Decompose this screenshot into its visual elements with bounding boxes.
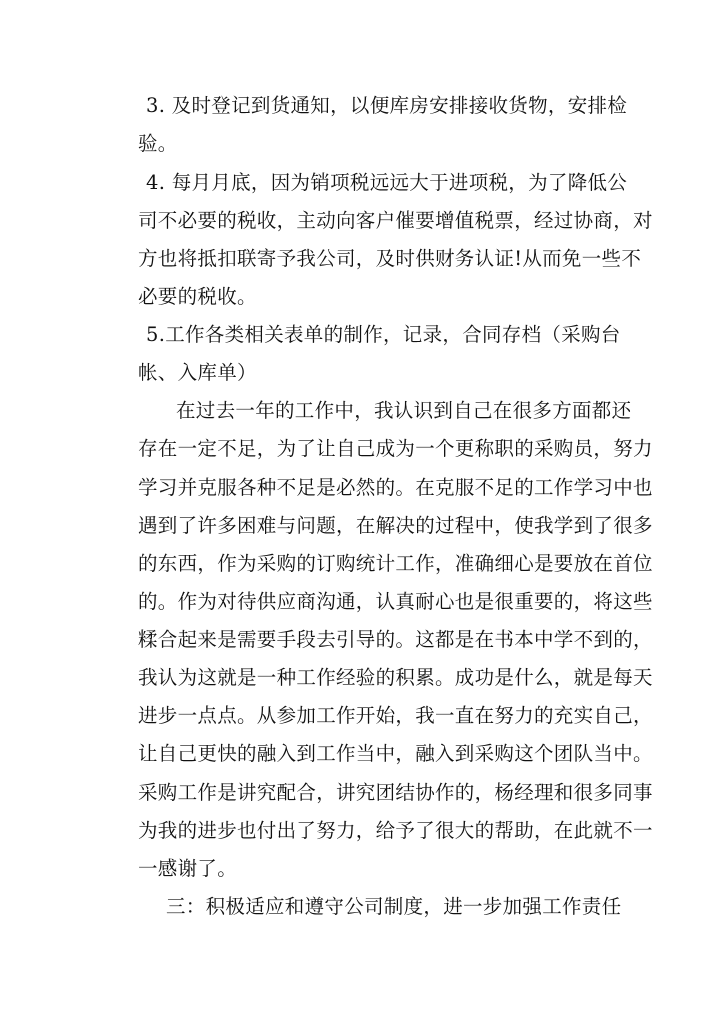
text-line: 一感谢了。	[138, 857, 238, 880]
text-line: 5.工作各类相关表单的制作，记录，合同存档（采购台	[146, 323, 621, 346]
text-line: 4. 每月月底，因为销项税远远大于进项税，为了降低公	[146, 171, 628, 194]
text-line: 学习并克服各种不足是必然的。在克服不足的工作学习中也	[138, 476, 653, 499]
text-line: 帐、入库单）	[138, 361, 257, 384]
text-line: 3. 及时登记到货通知，以便库房安排接收货物，安排检	[146, 94, 628, 117]
text-line: 验。	[138, 132, 178, 155]
text-line: 让自己更快的融入到工作当中，融入到采购这个团队当中。	[138, 742, 653, 765]
text-line: 司不必要的税收，主动向客户催要增值税票，经过协商，对	[138, 209, 653, 232]
text-line: 存在一定不足，为了让自己成为一个更称职的采购员，努力	[138, 437, 653, 460]
text-line: 的。作为对待供应商沟通，认真耐心也是很重要的，将这些	[138, 590, 653, 613]
text-line: 在过去一年的工作中，我认识到自己在很多方面都还	[176, 399, 632, 422]
text-line: 遇到了许多困难与问题，在解决的过程中，使我学到了很多	[138, 514, 653, 537]
text-line: 采购工作是讲究配合，讲究团结协作的，杨经理和很多同事	[138, 781, 653, 804]
section-heading: 三：积极适应和遵守公司制度，进一步加强工作责任	[166, 895, 622, 918]
text-line: 必要的税收。	[138, 285, 257, 308]
text-line: 我认为这就是一种工作经验的积累。成功是什么，就是每天	[138, 666, 653, 689]
text-line: 为我的进步也付出了努力，给予了很大的帮助，在此就不一	[138, 819, 653, 842]
text-line: 方也将抵扣联寄予我公司，及时供财务认证!从而免一些不	[138, 247, 642, 270]
text-line: 进步一点点。从参加工作开始，我一直在努力的充实自己，	[138, 704, 653, 727]
text-line: 糅合起来是需要手段去引导的。这都是在书本中学不到的，	[138, 628, 653, 651]
text-line: 的东西，作为采购的订购统计工作，准确细心是要放在首位	[138, 552, 653, 575]
